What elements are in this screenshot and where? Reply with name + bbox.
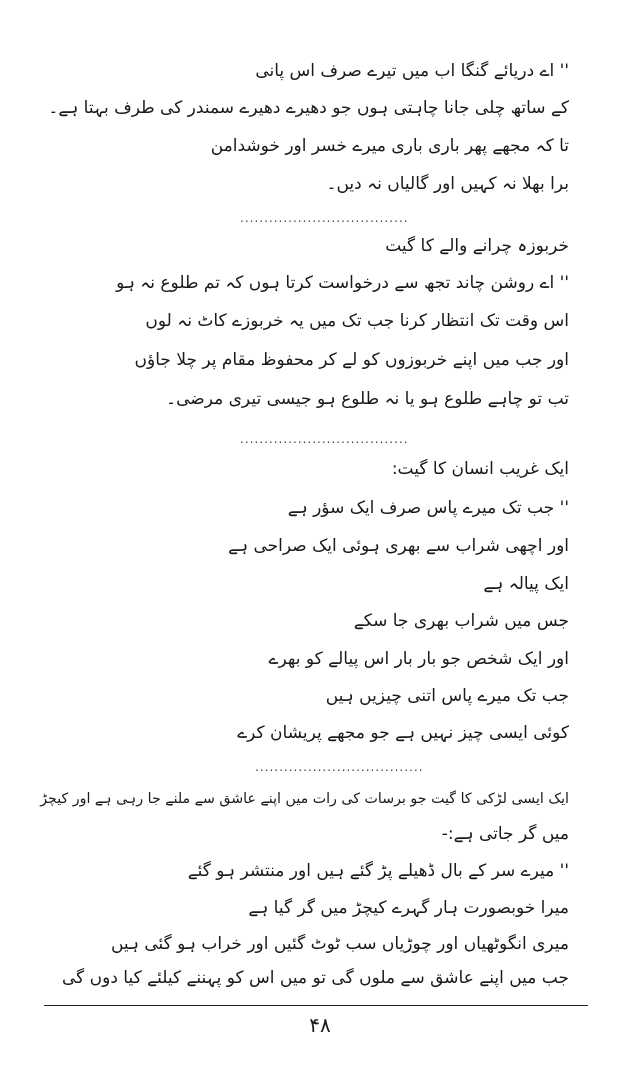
song-title: ایک غریب انسان کا گیت:	[391, 459, 569, 479]
verse-line: میرا خوبصورت ہار گہرے کیچڑ میں گر گیا ہے	[248, 898, 569, 918]
verse-line: تا کہ مجھے پھر باری باری میرے خسر اور خوشدامن	[210, 136, 569, 156]
verse-line: '' جب تک میرے پاس صرف ایک سؤر ہے	[287, 498, 569, 518]
section-separator: ...................................	[240, 211, 409, 225]
verse-line: اور جب میں اپنے خربوزوں کو لے کر محفوظ مقام پر چلا جاؤں	[134, 350, 569, 370]
page-number: ۴۸	[309, 1013, 331, 1037]
verse-line: اور ایک شخص جو بار بار اس پیالے کو بھرے	[268, 649, 569, 669]
section-separator: ...................................	[255, 760, 424, 774]
footer-rule	[44, 1005, 588, 1006]
verse-line: اس وقت تک انتظار کرنا جب تک میں یہ خربوزے کاٹ نہ لوں	[145, 311, 569, 331]
verse-line: جس میں شراب بھری جا سکے	[353, 611, 569, 631]
verse-line: '' اے روشن چاند تجھ سے درخواست کرتا ہوں کہ تم طلوع نہ ہو	[116, 273, 569, 293]
verse-line: جب تک میرے پاس اتنی چیزیں ہیں	[325, 686, 569, 706]
verse-line: اور اچھی شراب سے بھری ہوئی ایک صراحی ہے	[228, 536, 569, 556]
verse-line: '' اے دریائے گنگا اب میں تیرے صرف اس پانی	[255, 61, 569, 81]
verse-line: کوئی ایسی چیز نہیں ہے جو مجھے پریشان کرے	[237, 723, 569, 743]
verse-line: برا بھلا نہ کہیں اور گالیاں نہ دیں۔	[326, 174, 569, 194]
verse-line: تب تو چاہے طلوع ہو یا نہ طلوع ہو جیسی تیری مرضی۔	[166, 389, 569, 409]
song-title: خربوزہ چرانے والے کا گیت	[385, 236, 569, 256]
verse-line: ایک پیالہ ہے	[483, 574, 569, 594]
section-separator: ...................................	[240, 432, 409, 446]
song-title-continued: میں گر جاتی ہے:-	[441, 824, 569, 844]
verse-line: میری انگوٹھیاں اور چوڑیاں سب ٹوٹ گئیں اور خراب ہو گئی ہیں	[110, 934, 569, 954]
verse-line: کے ساتھ چلی جانا چاہتی ہوں جو دھیرے دھیرے سمندر کی طرف بہتا ہے۔	[48, 98, 569, 118]
verse-line: '' میرے سر کے بال ڈھیلے پڑ گئے ہیں اور منتشر ہو گئے	[187, 861, 569, 881]
verse-line: جب میں اپنے عاشق سے ملوں گی تو میں اس کو پہننے کیلئے کیا دوں گی	[61, 968, 569, 988]
song-title: ایک ایسی لڑکی کا گیت جو برسات کی رات میں اپنے عاشق سے ملنے جا رہی ہے اور کیچڑ	[40, 791, 569, 807]
